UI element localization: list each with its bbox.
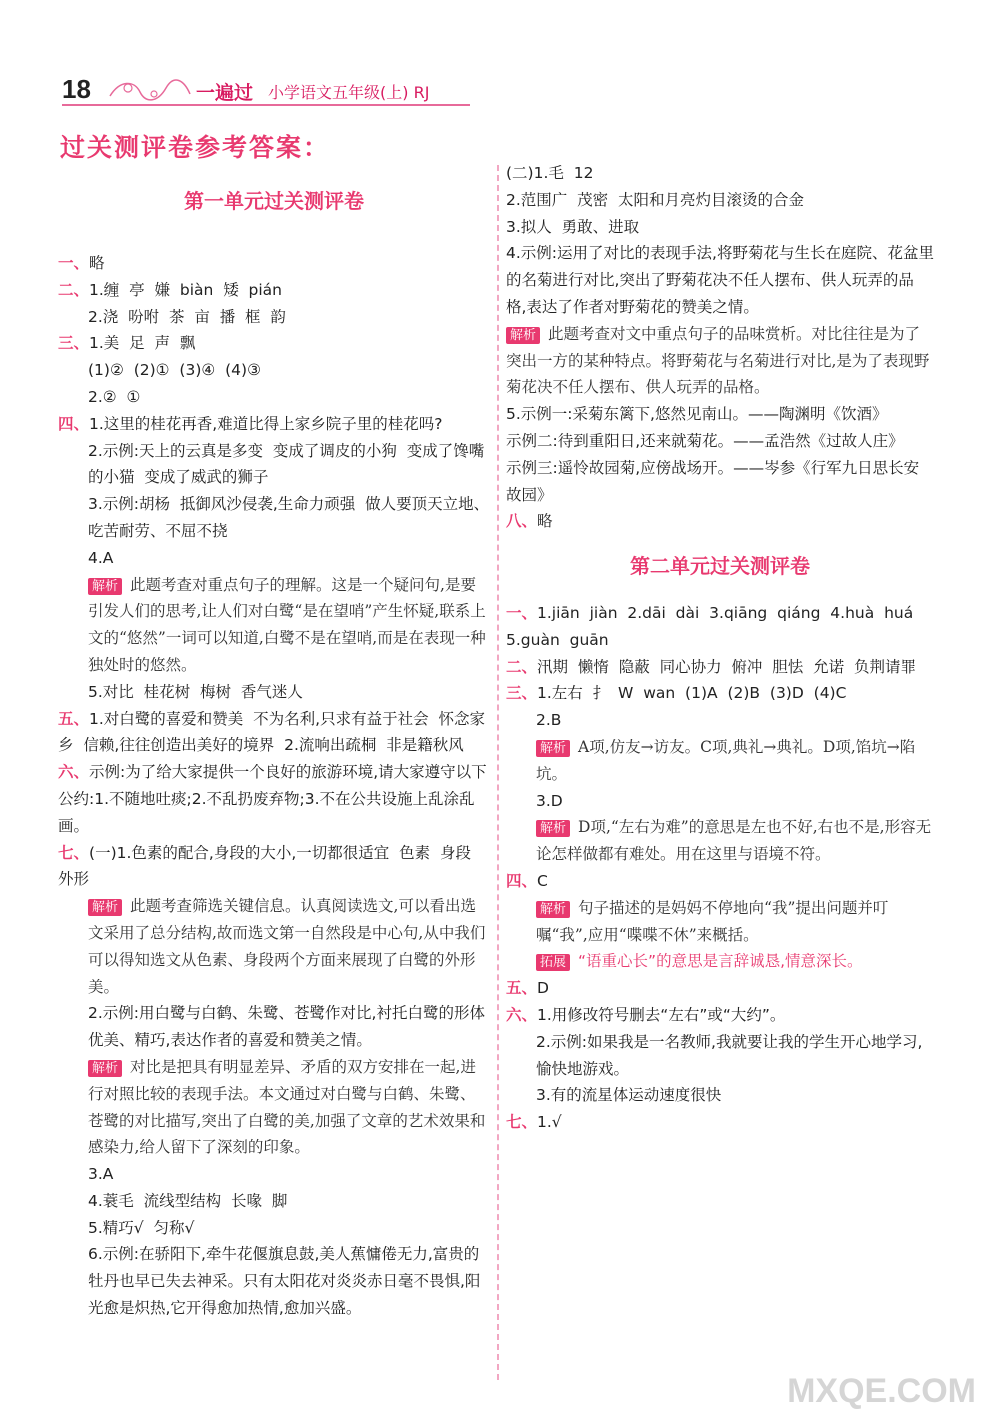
answer-line <box>58 384 490 411</box>
answer-line <box>506 868 934 895</box>
question-number: 六、 <box>58 763 90 782</box>
explanation-text: 对比是把具有明显差异、矛盾的双方安排在一起,进行对照比较的表现手法。本文通过对白鹭与白鹤、朱鹭、苍鹭的对比描写,突出了白鹭的美,加强了文章的艺术效果和感染力,给人留下了深刻的印象。 <box>88 1057 486 1157</box>
answer-text: 1.缠 亭 嫌 biàn 矮 pián <box>89 280 283 299</box>
answer-line <box>506 1109 934 1136</box>
brand-logo: 一遍过 <box>196 82 254 104</box>
unit1-answers-continued <box>506 160 934 535</box>
answer-line <box>506 401 934 428</box>
answer-line <box>58 759 490 839</box>
unit2-title: 第二单元过关测评卷 <box>630 554 810 579</box>
answer-text: 4.示例:运用了对比的表现手法,将野菊花与生长在庭院、花盆里的名菊进行对比,突出了野菊花决不任人摆布、供人玩弄的品格,表达了作者对野菊花的赞美之情。 <box>506 244 934 316</box>
explanation-text: A项,仿友→访友。C项,典礼→典礼。D项,馅坑→陷坑。 <box>536 737 916 783</box>
answer-line <box>506 160 934 187</box>
answer-text: 3.A <box>88 1165 114 1184</box>
question-number: 二、 <box>58 280 90 299</box>
answer-text: (二)1.毛 12 <box>506 164 594 182</box>
answer-line <box>58 277 490 304</box>
answer-line <box>58 1241 490 1321</box>
answer-text: 1.√ <box>537 1113 562 1132</box>
extension-tag: 拓展 <box>536 954 570 971</box>
answer-text: 2.② ① <box>88 387 141 406</box>
question-number: 三、 <box>506 684 538 703</box>
answer-line <box>58 330 490 357</box>
question-number: 一、 <box>506 603 538 622</box>
answer-line <box>58 1215 490 1242</box>
answer-text: 1.这里的桂花再香,难道比得上家乡院子里的桂花吗? <box>89 414 443 433</box>
answer-text: 2.范围广 茂密 太阳和月亮灼目滚烫的合金 <box>506 190 804 209</box>
answer-line <box>58 1000 490 1054</box>
answer-text: 1.用修改符号删去“左右”或“大约”。 <box>537 1005 786 1024</box>
unit2-answers <box>506 600 934 1136</box>
analysis-tag: 解析 <box>536 901 570 918</box>
answer-text: 1.对白鹭的喜爱和赞美 不为名利,只求有益于社会 怀念家乡 信赖,往往创造出美好的境界 2.流响出疏桐 非是籍秋风 <box>58 709 485 755</box>
answer-line <box>506 707 934 734</box>
explanation-text: 此题考查筛选关键信息。认真阅读选文,可以看出选文采用了总分结构,故而选文第一自然段是中心句,从中我们可以得知选文从色素、身段两个方面来展现了白鹭的外形美。 <box>88 897 486 996</box>
answer-text: 2.浇 吩咐 茶 亩 播 框 韵 <box>88 307 286 326</box>
answer-text: 6.示例:在骄阳下,牵牛花偃旗息鼓,美人蕉慵倦无力,富贵的牡丹也早已失去神采。只有太阳花对炎炎赤日毫不畏惧,阳光愈是炽热,它开得愈加热情,愈加兴盛。 <box>88 1245 481 1318</box>
page-header <box>62 74 482 108</box>
answer-line <box>506 654 934 681</box>
answer-line <box>506 734 934 788</box>
question-number: 五、 <box>58 709 90 728</box>
answer-line <box>506 948 934 975</box>
explanation-text: 句子描述的是妈妈不停地向“我”提出问题并叮嘱“我”,应用“喋喋不休”来概括。 <box>536 898 889 944</box>
answer-line <box>506 187 934 214</box>
left-column <box>58 189 490 1322</box>
question-number: 七、 <box>58 843 90 862</box>
answer-line <box>58 840 490 894</box>
question-number: 八、 <box>506 512 538 531</box>
answer-line <box>506 1029 934 1083</box>
answer-line <box>506 214 934 241</box>
answer-line <box>58 1188 490 1215</box>
answer-line <box>506 428 934 455</box>
answer-line <box>58 572 490 679</box>
question-number: 一、 <box>58 254 90 272</box>
answer-line <box>58 250 490 277</box>
answer-text: 略 <box>537 512 553 531</box>
answer-line <box>506 240 934 320</box>
explanation-text: “语重心长”的意思是言辞诚恳,情意深长。 <box>578 952 863 971</box>
answer-text: 4.A <box>88 548 114 567</box>
answer-line <box>506 1082 934 1109</box>
analysis-tag: 解析 <box>536 740 570 757</box>
answer-line <box>58 438 490 492</box>
explanation-text: 此题考查对重点句子的理解。这是一个疑问句,是要引发人们的思考,让人们对白鹭“是在望哨”产生怀疑,联系上文的“悠然”一词可以知道,白鹭不是在望哨,而是在表现一种独处时的悠然。 <box>88 575 486 674</box>
explanation-text: 此题考查对文中重点句子的品味赏析。对比往往是为了突出一方的某种特点。将野菊花与名菊进行对比,是为了表现野菊花决不任人摆布、供人玩弄的品格。 <box>506 324 930 397</box>
answer-text: 2.示例:如果我是一名教师,我就要让我的学生开心地学习,愉快地游戏。 <box>536 1032 923 1078</box>
answer-text: C <box>537 871 548 890</box>
answer-text: 示例:为了给大家提供一个良好的旅游环境,请大家遵守以下公约:1.不随地吐痰;2.不乱扔废弃物;3.不在公共设施上乱涂乱画。 <box>58 763 487 835</box>
answer-line <box>506 680 934 707</box>
answer-text: 示例二:待到重阳日,还来就菊花。——孟浩然《过故人庄》 <box>506 431 904 450</box>
page-number: 18 <box>62 74 91 104</box>
answer-line <box>58 893 490 1000</box>
book-subtitle: 小学语文五年级(上) RJ <box>268 83 430 102</box>
answer-text: D <box>537 979 549 998</box>
answer-line <box>58 1161 490 1188</box>
question-number: 六、 <box>506 1005 538 1024</box>
answer-text: 3.有的流星体运动速度很快 <box>536 1086 722 1105</box>
answer-line <box>506 975 934 1002</box>
decoration-icon <box>106 76 192 104</box>
answers-title: 过关测评卷参考答案： <box>60 133 331 162</box>
answer-line <box>58 411 490 438</box>
analysis-tag: 解析 <box>88 899 122 916</box>
answer-text: (1)② (2)① (3)④ (4)③ <box>88 361 261 380</box>
answer-line <box>506 455 934 509</box>
question-number: 五、 <box>506 979 538 998</box>
answer-line <box>506 508 934 535</box>
question-number: 三、 <box>58 334 90 353</box>
answer-text: 2.示例:用白鹭与白鹤、朱鹭、苍鹭作对比,衬托白鹭的形体优美、精巧,表达作者的喜爱和赞美之情。 <box>88 1004 485 1050</box>
answer-line <box>58 679 490 706</box>
analysis-tag: 解析 <box>506 327 540 344</box>
answer-line <box>506 788 934 815</box>
unit1-title: 第一单元过关测评卷 <box>184 189 364 213</box>
question-number: 七、 <box>506 1113 538 1132</box>
answer-line <box>506 895 934 949</box>
answer-text: 3.示例:胡杨 抵御风沙侵袭,生命力顽强 做人要顶天立地、吃苦耐劳、不屈不挠 <box>88 495 490 540</box>
explanation-text: D项,“左右为难”的意思是左也不好,右也不是,形容无论怎样做都有难处。用在这里与语境不符。 <box>536 818 932 864</box>
answer-text: 1.jiān jiàn 2.dāi dài 3.qiāng qiáng 4.huà huá 5.guàn guān <box>506 603 924 649</box>
answer-text: 3.拟人 勇敢、进取 <box>506 217 640 236</box>
answer-text: 5.精巧√ 匀称√ <box>88 1218 195 1237</box>
question-number: 二、 <box>506 657 538 676</box>
answer-line <box>506 321 934 401</box>
analysis-tag: 解析 <box>88 1060 122 1077</box>
answer-line <box>58 1054 490 1161</box>
analysis-tag: 解析 <box>536 820 570 837</box>
answer-text: 略 <box>89 254 105 272</box>
answer-line <box>58 545 490 572</box>
answer-text: (一)1.色素的配合,身段的大小,一切都很适宜 色素 身段 外形 <box>58 843 481 889</box>
answer-line <box>506 600 934 654</box>
answer-line <box>58 357 490 384</box>
answer-text: 1.美 足 声 飘 <box>89 334 196 353</box>
answer-text: 1.左右 扌 W wan (1)A (2)B (3)D (4)C <box>537 684 847 703</box>
analysis-tag: 解析 <box>88 578 122 595</box>
answer-text: 3.D <box>536 791 563 810</box>
watermark: MXQE.COM <box>787 1372 976 1410</box>
answer-line <box>58 491 490 545</box>
column-divider <box>497 165 499 1380</box>
answer-text: 汛期 懒惰 隐蔽 同心协力 俯冲 胆怯 允诺 负荆请罪 <box>537 657 916 676</box>
answer-line <box>58 304 490 331</box>
question-number: 四、 <box>58 414 90 433</box>
answer-line <box>58 706 490 760</box>
right-column <box>506 160 934 1136</box>
answer-text: 5.对比 桂花树 梅树 香气迷人 <box>88 682 303 701</box>
answer-text: 5.示例一:采菊东篱下,悠然见南山。——陶渊明《饮酒》 <box>506 405 888 424</box>
answer-text: 2.B <box>536 711 562 730</box>
answer-text: 2.示例:天上的云真是多变 变成了调皮的小狗 变成了馋嘴的小猫 变成了威武的狮子 <box>88 441 485 487</box>
answer-line <box>506 1002 934 1029</box>
header-rule <box>62 104 470 106</box>
question-number: 四、 <box>506 871 538 890</box>
answer-text: 4.蓑毛 流线型结构 长喙 脚 <box>88 1191 288 1210</box>
answer-line <box>506 814 934 868</box>
unit1-answers <box>58 250 490 1322</box>
answer-text: 示例三:遥怜故园菊,应傍战场开。——岑参《行军九日思长安故园》 <box>506 458 920 504</box>
